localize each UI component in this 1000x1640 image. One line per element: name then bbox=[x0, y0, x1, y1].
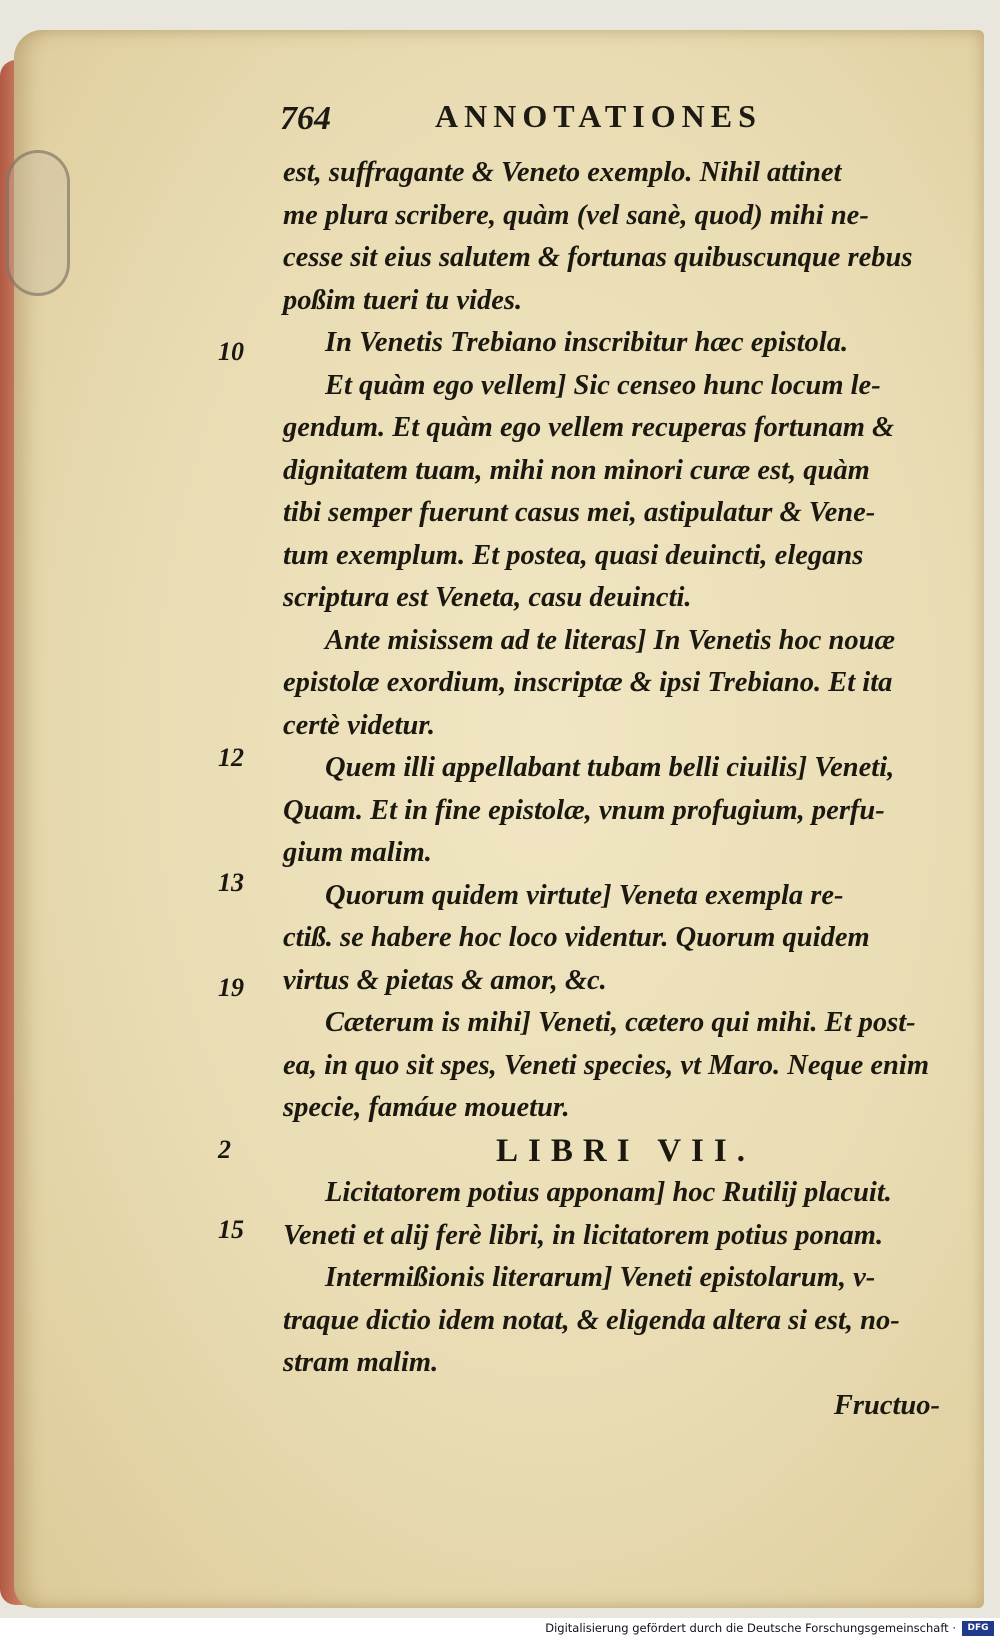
text-line: gendum. Et quàm ego vellem recuperas fortunam & bbox=[283, 412, 895, 443]
text-line: Quem illi appellabant tubam belli ciuilis] Veneti, bbox=[325, 752, 895, 783]
text-line: cesse sit eius salutem & fortunas quibuscunque rebus bbox=[283, 242, 913, 273]
text-line: poßim tueri tu vides. bbox=[283, 284, 523, 316]
text-line: Et quàm ego vellem] Sic censeo hunc locum le- bbox=[325, 369, 881, 401]
text-line: gium malim. bbox=[283, 837, 432, 868]
text-line: me plura scribere, quàm (vel sanè, quod) mihi ne- bbox=[283, 199, 869, 231]
margin-number: 2 bbox=[218, 1135, 231, 1164]
text-line: scriptura est Veneta, casu deuincti. bbox=[283, 582, 692, 613]
text-line: Ante misissem ad te literas] In Venetis hoc nouæ bbox=[325, 624, 896, 656]
text-line: In Venetis Trebiano inscribitur hæc epistola. bbox=[325, 327, 849, 358]
text-line: Quorum quidem virtute] Veneta exempla re- bbox=[325, 879, 844, 911]
text-line: est, suffragante & Veneto exemplo. Nihil attinet bbox=[283, 157, 842, 188]
text-line: Cæterum is mihi] Veneti, cætero qui mihi. Et post- bbox=[325, 1007, 916, 1038]
margin-number: 15 bbox=[218, 1215, 244, 1244]
margin-number: 10 bbox=[218, 337, 244, 366]
text-line: Intermißionis literarum] Veneti epistolarum, v- bbox=[325, 1262, 876, 1293]
text-line: virtus & pietas & amor, &c. bbox=[283, 964, 607, 996]
text-line: specie, famáue mouetur. bbox=[283, 1092, 570, 1123]
text-line: Veneti et alij ferè libri, in licitatorem potius ponam. bbox=[283, 1219, 884, 1251]
main-text-block bbox=[283, 152, 948, 1427]
dfg-logo: DFG bbox=[962, 1621, 994, 1636]
margin-number: 12 bbox=[218, 743, 244, 772]
margin-number: 13 bbox=[218, 868, 244, 897]
text-line: tibi semper fuerunt casus mei, astipulatur & Vene- bbox=[283, 497, 876, 528]
text-line: ctiß. se habere hoc loco videntur. Quorum quidem bbox=[283, 922, 870, 953]
text-line: Licitatorem potius apponam] hoc Rutilij placuit. bbox=[325, 1177, 892, 1208]
running-head-title: ANNOTATIONES bbox=[435, 98, 762, 134]
text-line: ea, in quo sit spes, Veneti species, vt Maro. Neque enim bbox=[283, 1049, 929, 1081]
text-line: dignitatem tuam, mihi non minori curæ est, quàm bbox=[283, 454, 870, 486]
page-clip-shadow bbox=[6, 150, 70, 296]
text-line: tum exemplum. Et postea, quasi deuincti, elegans bbox=[283, 539, 864, 571]
catchword: Fructuo- bbox=[833, 1389, 940, 1421]
margin-number: 19 bbox=[218, 973, 244, 1002]
text-line: stram malim. bbox=[283, 1347, 439, 1378]
text-line: Quam. Et in fine epistolæ, vnum profugium, perfu- bbox=[283, 794, 885, 826]
section-heading: LIBRI VII. bbox=[496, 1132, 755, 1169]
running-head bbox=[280, 92, 840, 152]
text-line: traque dictio idem notat, & eligenda altera si est, no- bbox=[283, 1304, 900, 1336]
footer-bar bbox=[0, 1618, 1000, 1640]
text-line: certè videtur. bbox=[283, 709, 435, 741]
page-number: 764 bbox=[280, 100, 331, 137]
text-line: epistolæ exordium, inscriptæ & ipsi Trebiano. Et ita bbox=[283, 667, 893, 698]
footer-credit: Digitalisierung gefördert durch die Deutsche Forschungsgemeinschaft · bbox=[545, 1621, 956, 1635]
